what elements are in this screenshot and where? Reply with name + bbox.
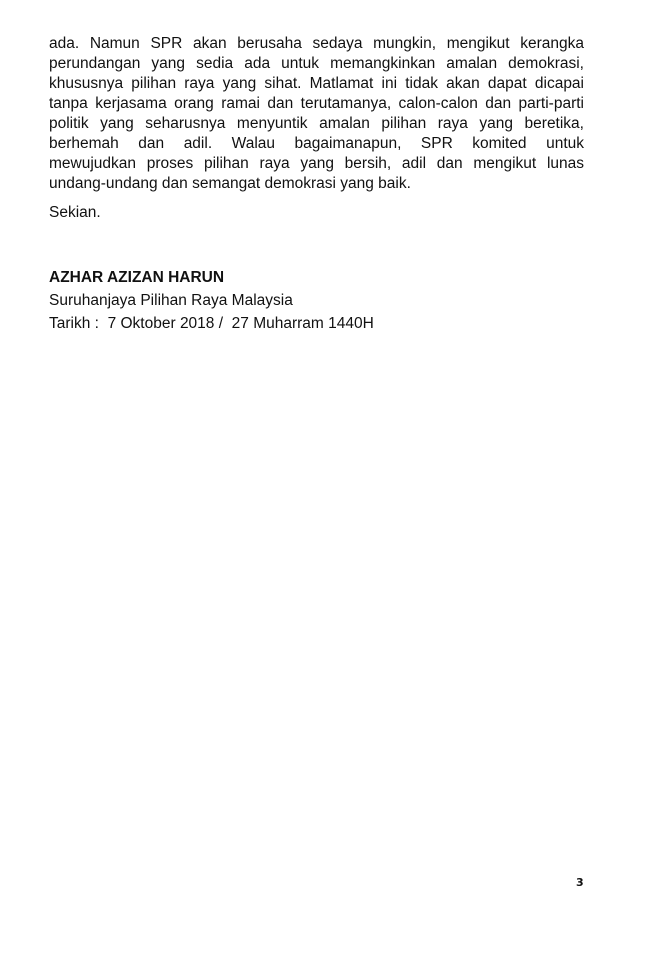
paragraph-line: tanpa kerjasama orang ramai dan terutamanya, calon-calon dan parti-parti [49,95,584,112]
page-number: 3 [576,876,584,889]
body-paragraph [49,34,584,194]
paragraph-line: perundangan yang sedia ada untuk memangkinkan amalan demokrasi, [49,55,584,72]
signatory-date: Tarikh : 7 Oktober 2018 / 27 Muharram 1440H [49,315,374,332]
paragraph-line: ada. Namun SPR akan berusaha sedaya mungkin, mengikut kerangka [49,35,584,52]
signatory-organization: Suruhanjaya Pilihan Raya Malaysia [49,292,293,309]
paragraph-line: berhemah dan adil. Walau bagaimanapun, SPR komited untuk [49,135,584,152]
paragraph-line: mewujudkan proses pilihan raya yang bersih, adil dan mengikut lunas [49,155,584,172]
signatory-name: AZHAR AZIZAN HARUN [49,269,225,286]
paragraph-line: politik yang seharusnya menyuntik amalan pilihan raya yang beretika, [49,115,584,132]
paragraph-line: khususnya pilihan raya yang sihat. Matlamat ini tidak akan dapat dicapai [49,75,584,92]
closing-text: Sekian. [49,204,101,221]
paragraph-line: undang-undang dan semangat demokrasi yang baik. [49,175,411,192]
